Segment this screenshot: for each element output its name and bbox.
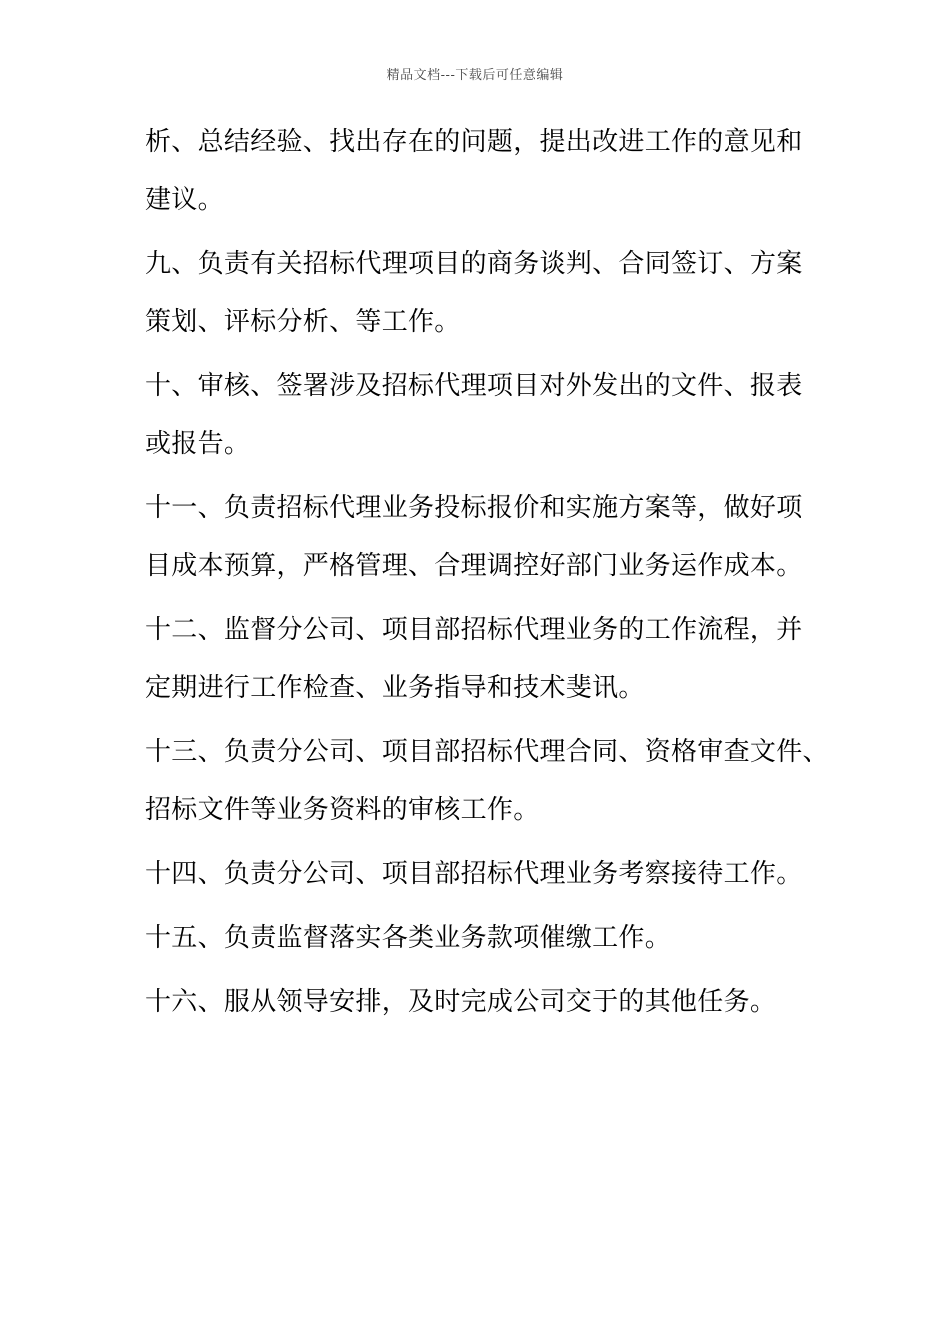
paragraph-line: 十六、服从领导安排，及时完成公司交于的其他任务。 <box>145 987 777 1017</box>
paragraph-item-10 <box>145 368 825 462</box>
paragraph-item-15 <box>145 920 825 956</box>
paragraph-item-9 <box>145 246 825 340</box>
paragraph-line: 招标文件等业务资料的审核工作。 <box>145 795 540 825</box>
page-header: 精品文档---下载后可任意编辑 <box>386 68 564 83</box>
paragraph-line: 目成本预算，严格管理、合理调控好部门业务运作成本。 <box>145 551 803 581</box>
paragraph-line: 十四、负责分公司、项目部招标代理业务考察接待工作。 <box>145 859 803 889</box>
paragraph-item-11 <box>145 490 825 584</box>
paragraph-line: 定期进行工作检查、业务指导和技术斐讯。 <box>145 673 645 703</box>
paragraph-line: 十五、负责监督落实各类业务款项催缴工作。 <box>145 923 672 953</box>
paragraph-line: 十、审核、签署涉及招标代理项目对外发出的文件、报表 <box>145 371 803 401</box>
paragraph-line: 十二、监督分公司、项目部招标代理业务的工作流程，并 <box>145 615 803 645</box>
paragraph-item-14 <box>145 856 825 892</box>
paragraph-line: 策划、评标分析、等工作。 <box>145 307 461 337</box>
paragraph-line: 或报告。 <box>145 429 251 459</box>
paragraph-line: 十三、负责分公司、项目部招标代理合同、资格审查文件、 <box>145 737 829 767</box>
paragraph-item-13 <box>145 734 829 828</box>
paragraph-item-16 <box>145 984 825 1020</box>
paragraph-line: 九、负责有关招标代理项目的商务谈判、合同签订、方案 <box>145 249 803 279</box>
document-body <box>145 124 829 1020</box>
paragraph-line: 析、总结经验、找出存在的问题，提出改进工作的意见和 <box>145 127 803 157</box>
paragraph-continued <box>145 124 825 218</box>
paragraph-item-12 <box>145 612 825 706</box>
paragraph-line: 十一、负责招标代理业务投标报价和实施方案等，做好项 <box>145 493 803 523</box>
paragraph-line: 建议。 <box>145 185 224 215</box>
